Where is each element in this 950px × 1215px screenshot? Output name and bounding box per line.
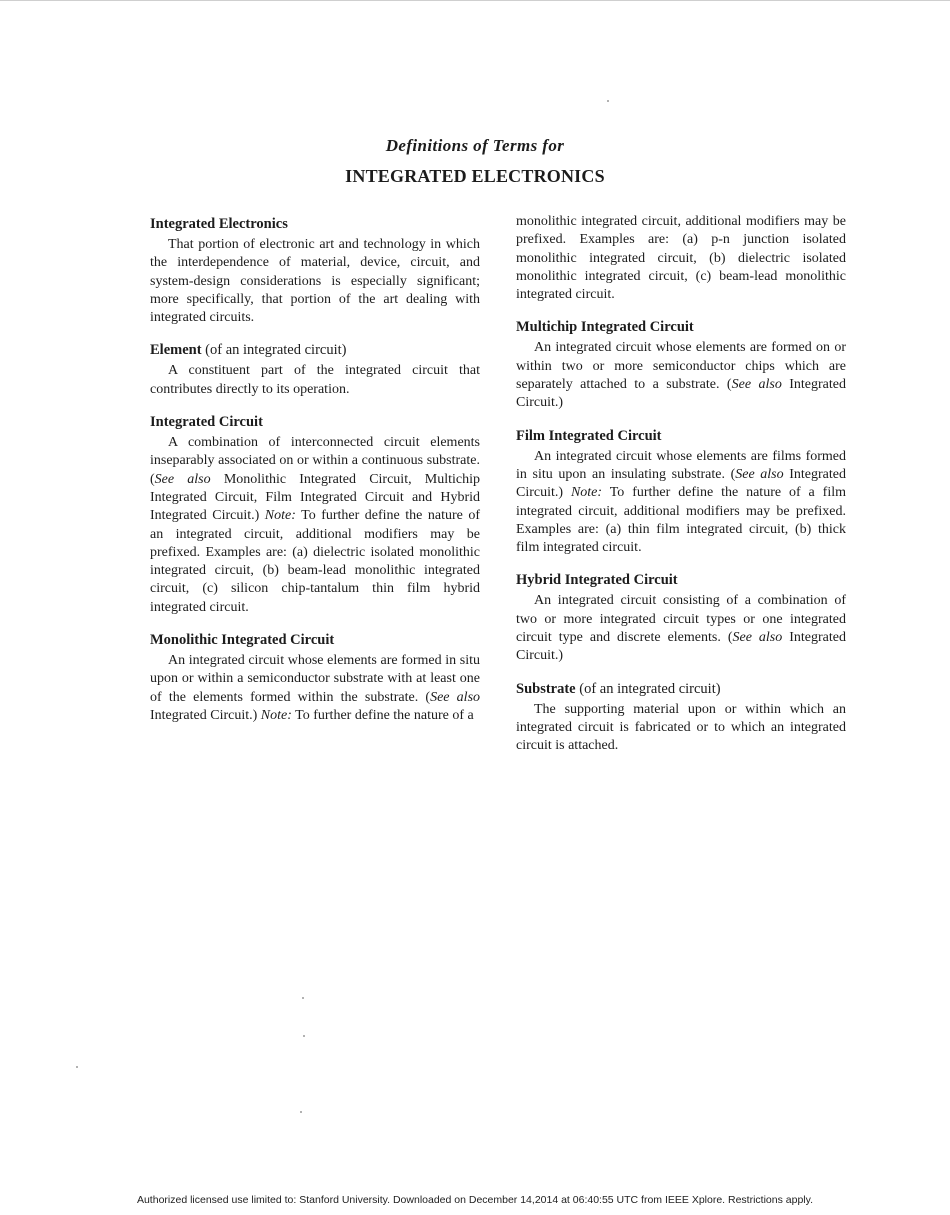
definition-text: An integrated circuit whose elements are formed on or within two or more semiconductor chips which are separately attached to a substrate. (	[516, 340, 846, 393]
scan-speck	[302, 997, 304, 999]
italic-phrase: See also	[430, 689, 481, 705]
page-subtitle: INTEGRATED ELECTRONICS	[345, 166, 605, 186]
definition-text: To further define the nature of a film integrated circuit, additional modifiers may be prefixed. Examples are: (a) thin film integrated circuit, (b) thick film integrated circuit.	[516, 485, 846, 556]
term-name: Substrate	[516, 680, 576, 697]
term-substrate	[516, 680, 846, 756]
term-definition	[516, 701, 846, 756]
scan-speck	[607, 100, 609, 102]
term-heading	[150, 631, 480, 649]
definition-text: The supporting material upon or within which an integrated circuit is fabricated or to which an integrated circuit is attached.	[516, 701, 846, 754]
term-heading	[516, 571, 846, 589]
term-definition-continued	[516, 213, 846, 304]
right-column	[516, 213, 846, 756]
term-name: Integrated Circuit	[150, 414, 263, 431]
definition-text: Monolithic Integrated Circuit, Multichip Integrated Circuit, Film Integrated Circuit and Hybrid Integrated Circuit.)	[150, 471, 480, 524]
italic-phrase: Note:	[264, 508, 296, 524]
term-heading	[516, 680, 846, 698]
italic-phrase: See also	[154, 471, 211, 487]
definition-text: Integrated Circuit.)	[150, 707, 261, 723]
term-name: Element	[150, 342, 202, 359]
italic-phrase: See also	[732, 630, 783, 646]
term-name: Integrated Electronics	[150, 216, 288, 232]
scan-speck	[300, 1111, 302, 1113]
term-integrated-circuit	[150, 413, 480, 617]
license-footer: Authorized licensed use limited to: Stanford University. Downloaded on December 14,2014 at 06:40:55 UTC from IEEE Xplore. Restrictions apply.	[136, 1194, 814, 1206]
term-name: Multichip Integrated Circuit	[516, 319, 694, 336]
left-column	[150, 215, 480, 725]
term-definition	[150, 236, 480, 327]
term-name: Film Integrated Circuit	[516, 427, 662, 444]
scan-speck	[76, 1066, 78, 1068]
italic-phrase: Note:	[260, 707, 292, 723]
term-monolithic-continuation	[516, 213, 846, 304]
term-monolithic-integrated-circuit	[150, 631, 480, 725]
term-element	[150, 341, 480, 399]
term-definition	[150, 652, 480, 725]
italic-phrase: See also	[731, 377, 782, 393]
term-qualifier: (of an integrated circuit)	[579, 680, 721, 697]
definition-text: An integrated circuit whose elements are films formed in situ upon an insulating substrate. (	[516, 448, 846, 482]
top-border	[0, 0, 950, 1]
term-multichip-integrated-circuit	[516, 318, 846, 412]
term-definition	[516, 448, 846, 558]
definition-text: A combination of interconnected circuit elements inseparably associated on or within a continuous substrate. (	[150, 435, 480, 487]
definition-text: A constituent part of the integrated circuit that contributes directly to its operation.	[150, 363, 480, 397]
term-name: Hybrid Integrated Circuit	[516, 572, 678, 589]
scan-speck	[303, 1035, 305, 1037]
definition-text: Integrated Circuit.)	[516, 630, 847, 664]
italic-phrase: Note:	[570, 485, 603, 501]
term-hybrid-integrated-circuit	[516, 571, 846, 665]
term-heading	[516, 318, 846, 336]
term-film-integrated-circuit	[516, 427, 846, 558]
term-definition	[516, 339, 846, 412]
term-definition	[516, 592, 846, 665]
term-definition	[150, 434, 480, 617]
definition-text: To further define the nature of an integrated circuit, additional modifiers may be prefixed. Examples are: (a) dielectric isolated monolithic integrated circuit, (b) beam-lead monolithic integrated circuit, (c) silicon chip-tantalum thin film hybrid integrated circuit.	[150, 508, 480, 615]
term-heading	[516, 427, 846, 445]
definition-text: monolithic integrated circuit, additional modifiers may be prefixed. Examples are: (a) p-n junction isolated monolithic integrated circuit, (b) dielectric isolated monolithic integrated circuit, (c) beam-lead monolithic integrated circuit.	[516, 214, 846, 303]
definition-text: An integrated circuit whose elements are formed in situ upon or within a semiconductor substrate with at least one of the elements formed within the substrate. (	[150, 653, 480, 705]
term-definition	[150, 362, 480, 399]
term-qualifier: (of an integrated circuit)	[205, 342, 347, 359]
definition-text: An integrated circuit consisting of a combination of two or more integrated circuit types or one integrated circuit type and discrete elements. (	[516, 593, 846, 646]
term-heading	[150, 215, 480, 233]
definition-text: Integrated Circuit.)	[516, 377, 846, 411]
italic-phrase: See also	[735, 466, 784, 482]
term-name: Monolithic Integrated Circuit	[150, 632, 335, 649]
definition-text: That portion of electronic art and technology in which the interdependence of material, device, circuit, and system-design considerations is especially significant; more specifically, that portion of the art dealing with integrated circuits.	[150, 237, 480, 326]
definition-text: To further define the nature of a	[291, 707, 474, 723]
term-integrated-electronics	[150, 215, 480, 327]
term-heading	[150, 341, 480, 359]
term-heading	[150, 413, 480, 431]
page-title: Definitions of Terms for	[385, 136, 565, 155]
definition-text: Integrated Circuit.)	[516, 466, 846, 501]
